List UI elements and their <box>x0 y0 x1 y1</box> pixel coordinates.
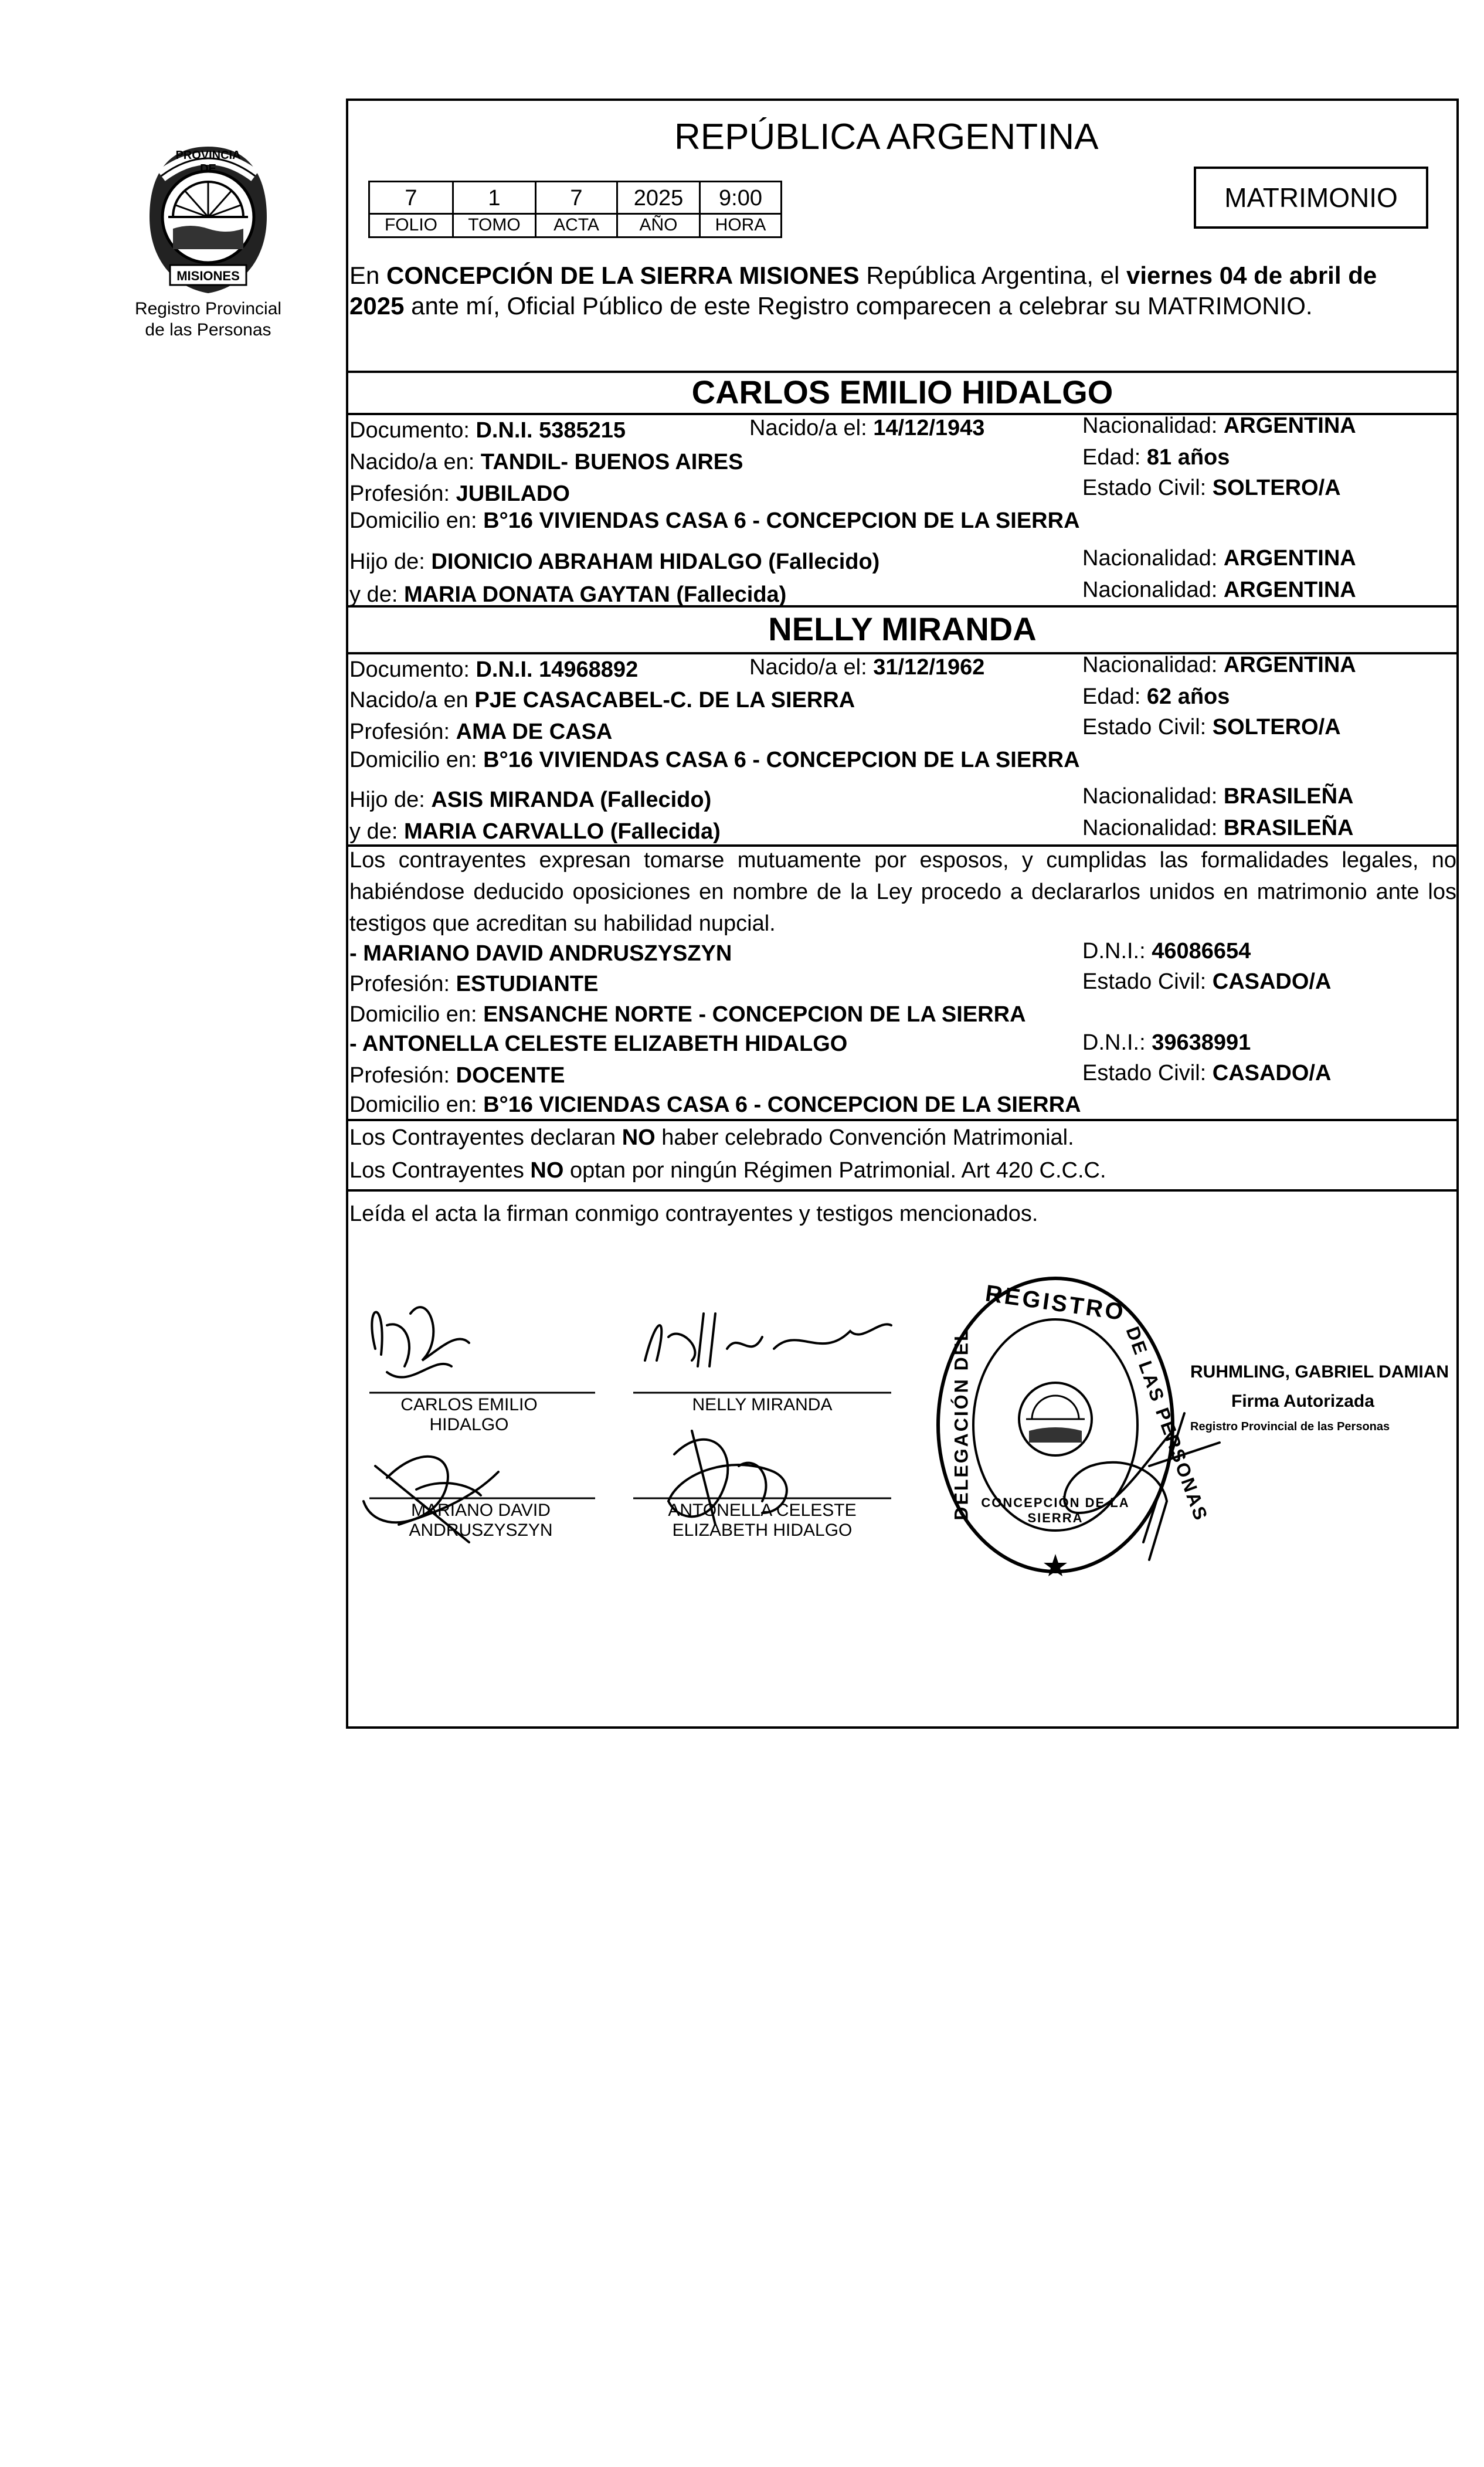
official-name: RUHMLING, GABRIEL DAMIAN <box>1190 1362 1449 1382</box>
address-label: Domicilio en: <box>349 1002 484 1027</box>
intro-date-1: viernes 04 de abril de <box>1126 262 1377 289</box>
page-title: REPÚBLICA ARGENTINA <box>674 117 1099 157</box>
spouse2-civil: SOLTERO/A <box>1212 715 1341 739</box>
spouse2-father: ASIS MIRANDA (Fallecido) <box>431 788 712 812</box>
spouse2-father-nat: BRASILEÑA <box>1223 784 1354 809</box>
civil-label: Estado Civil: <box>1082 969 1213 994</box>
witness1-address: ENSANCHE NORTE - CONCEPCION DE LA SIERRA <box>483 1002 1026 1027</box>
prof-label: Profesión: <box>349 720 456 744</box>
record-type-badge <box>1194 167 1428 229</box>
spouse2-doc: D.N.I. 14968892 <box>476 657 639 682</box>
civil-label: Estado Civil: <box>1082 715 1213 739</box>
witness2-address: B°16 VICIENDAS CASA 6 - CONCEPCION DE LA SIERRA <box>483 1092 1081 1117</box>
declaration-paragraph: Los contrayentes expresan tomarse mutuamente por esposos, y cumplidas las formalidades legales, no habiéndose deducido oposiciones en nombre de la Ley procedo a declararlos unidos en matrimonio ante los testigos que acreditan su habilidad nupcial. <box>349 848 1456 936</box>
spouse2-nat: ARGENTINA <box>1223 653 1356 677</box>
signature-nelly <box>645 1314 891 1366</box>
witness2-civil: CASADO/A <box>1212 1061 1332 1085</box>
closing-text: Leída el acta la firman conmigo contrayentes y testigos mencionados. <box>349 1202 1038 1226</box>
convention-text: haber celebrado Convención Matrimonial. <box>655 1125 1074 1150</box>
spouse2-mother-nat: BRASILEÑA <box>1223 816 1354 840</box>
spouse1-age: 81 años <box>1146 445 1230 470</box>
spouse2-mother: MARIA CARVALLO (Fallecida) <box>403 819 721 844</box>
intro-text-1: En <box>349 262 387 289</box>
witness1-dni: 46086654 <box>1152 939 1251 963</box>
prof-label: Profesión: <box>349 1063 456 1088</box>
witness1-civil: CASADO/A <box>1212 969 1332 994</box>
intro-date-2: 2025 <box>349 292 405 320</box>
intro-text-3: ante mí, Oficial Público de este Registro comparecen a celebrar su MATRIMONIO. <box>404 292 1313 320</box>
witness2-dni: 39638991 <box>1152 1030 1251 1055</box>
spouse2-born: 31/12/1962 <box>873 655 985 680</box>
doc-label: Documento: <box>349 418 476 443</box>
father-label: Hijo de: <box>349 788 432 812</box>
nat-label: Nacionalidad: <box>1082 653 1224 677</box>
stamp-arc-top: REGISTRO <box>983 1280 1128 1326</box>
signer3-label-line1: MARIANO DAVID <box>411 1501 551 1520</box>
address-label: Domicilio en: <box>349 748 484 772</box>
born-label: Nacido/a el: <box>749 416 874 440</box>
dni-label: D.N.I.: <box>1082 1030 1152 1055</box>
nat-label: Nacionalidad: <box>1082 784 1224 809</box>
divider <box>346 1119 1459 1121</box>
spouse2-birthplace: PJE CASACABEL-C. DE LA SIERRA <box>474 688 855 712</box>
spouse2-address: B°16 VIVIENDAS CASA 6 - CONCEPCION DE LA SIERRA <box>483 748 1080 772</box>
signer4-label-line1: ANTONELLA CELESTE <box>668 1501 857 1520</box>
nat-label: Nacionalidad: <box>1082 816 1224 840</box>
folio-label: FOLIO <box>368 215 454 238</box>
record-type-label: MATRIMONIO <box>1224 182 1398 213</box>
signer1-label-line2: HIDALGO <box>429 1415 509 1434</box>
spouse1-name: CARLOS EMILIO HIDALGO <box>691 374 1113 410</box>
ano-label: AÑO <box>616 215 701 238</box>
spouse1-born: 14/12/1943 <box>873 416 985 440</box>
tomo-value: 1 <box>452 181 536 215</box>
witness2-prof: DOCENTE <box>456 1063 565 1088</box>
doc-label: Documento: <box>349 657 476 682</box>
acta-label: ACTA <box>535 215 618 238</box>
dni-label: D.N.I.: <box>1082 939 1152 963</box>
spouse1-civil: SOLTERO/A <box>1212 476 1341 500</box>
spouse1-father: DIONICIO ABRAHAM HIDALGO (Fallecido) <box>431 549 880 574</box>
intro-place: CONCEPCIÓN DE LA SIERRA MISIONES <box>386 262 860 289</box>
convention-line1 <box>349 1125 1074 1151</box>
spouse1-mother-nat: ARGENTINA <box>1223 578 1356 602</box>
convention-text: Los Contrayentes declaran <box>349 1125 622 1150</box>
official-org: Registro Provincial de las Personas <box>1190 1420 1390 1433</box>
civil-label: Estado Civil: <box>1082 1061 1213 1085</box>
spouse1-mother: MARIA DONATA GAYTAN (Fallecida) <box>403 582 787 607</box>
spouse2-name: NELLY MIRANDA <box>768 610 1037 647</box>
address-label: Domicilio en: <box>349 1092 484 1117</box>
witness1-name: - MARIANO DAVID ANDRUSZYSZYN <box>349 941 732 966</box>
intro-text-2: República Argentina, el <box>859 262 1126 289</box>
spouse1-doc: D.N.I. 5385215 <box>476 418 626 443</box>
signer4-label-line2: ELIZABETH HIDALGO <box>672 1521 853 1540</box>
intro-line1 <box>349 260 1456 321</box>
hora-value: 9:00 <box>699 181 782 215</box>
folio-value: 7 <box>368 181 454 215</box>
spouse2-age: 62 años <box>1146 684 1230 709</box>
registry-caption-line1: Registro Provincial <box>134 299 282 318</box>
convention-text: optan por ningún Régimen Patrimonial. Art 420 C.C.C. <box>563 1158 1106 1183</box>
tomo-label: TOMO <box>452 215 536 238</box>
signature-carlos <box>372 1307 469 1377</box>
convention-text: Los Contrayentes <box>349 1158 531 1183</box>
signer1-label-line1: CARLOS EMILIO <box>400 1395 538 1414</box>
witness1-prof: ESTUDIANTE <box>456 972 599 996</box>
nat-label: Nacionalidad: <box>1082 546 1224 571</box>
stamp-arc-left: DELEGACIÓN DEL <box>950 1328 972 1521</box>
spouse2-prof: AMA DE CASA <box>456 720 613 744</box>
seal-top-text: PROVINCIA DE <box>175 149 241 175</box>
convention-line2 <box>349 1158 1106 1183</box>
stamp-arc-right: DE LAS PERSONAS <box>1122 1324 1213 1525</box>
ano-value: 2025 <box>616 181 701 215</box>
father-label: Hijo de: <box>349 549 432 574</box>
spouse1-father-nat: ARGENTINA <box>1223 546 1356 571</box>
age-label: Edad: <box>1082 684 1147 709</box>
mother-label: y de: <box>349 819 404 844</box>
birthplace-label: Nacido/a en <box>349 688 475 712</box>
signer3-label-line2: ANDRUSZYSZYN <box>409 1521 553 1540</box>
nat-label: Nacionalidad: <box>1082 413 1224 438</box>
registry-logo <box>132 141 284 299</box>
divider <box>346 1189 1459 1192</box>
prof-label: Profesión: <box>349 481 456 506</box>
spouse1-address: B°16 VIVIENDAS CASA 6 - CONCEPCION DE LA SIERRA <box>483 508 1080 533</box>
mother-label: y de: <box>349 582 404 607</box>
civil-label: Estado Civil: <box>1082 476 1213 500</box>
seal-bottom-text: MISIONES <box>176 269 240 283</box>
spouse1-birthplace: TANDIL- BUENOS AIRES <box>480 450 743 474</box>
birthplace-label: Nacido/a en: <box>349 450 481 474</box>
convention-no: NO <box>530 1158 564 1183</box>
divider <box>346 605 1459 608</box>
official-role: Firma Autorizada <box>1231 1392 1374 1411</box>
acta-value: 7 <box>535 181 618 215</box>
hora-label: HORA <box>699 215 782 238</box>
prof-label: Profesión: <box>349 972 456 996</box>
nat-label: Nacionalidad: <box>1082 578 1224 602</box>
official-stamp <box>932 1272 1213 1577</box>
born-label: Nacido/a el: <box>749 655 874 680</box>
stamp-inner-text: CONCEPCIÓN DE LA SIERRA <box>981 1495 1130 1525</box>
convention-no: NO <box>622 1125 656 1150</box>
witness2-name: - ANTONELLA CELESTE ELIZABETH HIDALGO <box>349 1031 848 1056</box>
spouse1-nat: ARGENTINA <box>1223 413 1356 438</box>
registry-caption-line2: de las Personas <box>145 320 271 340</box>
address-label: Domicilio en: <box>349 508 484 533</box>
spouse1-prof: JUBILADO <box>456 481 570 506</box>
age-label: Edad: <box>1082 445 1147 470</box>
signer2-label: NELLY MIRANDA <box>692 1395 833 1414</box>
